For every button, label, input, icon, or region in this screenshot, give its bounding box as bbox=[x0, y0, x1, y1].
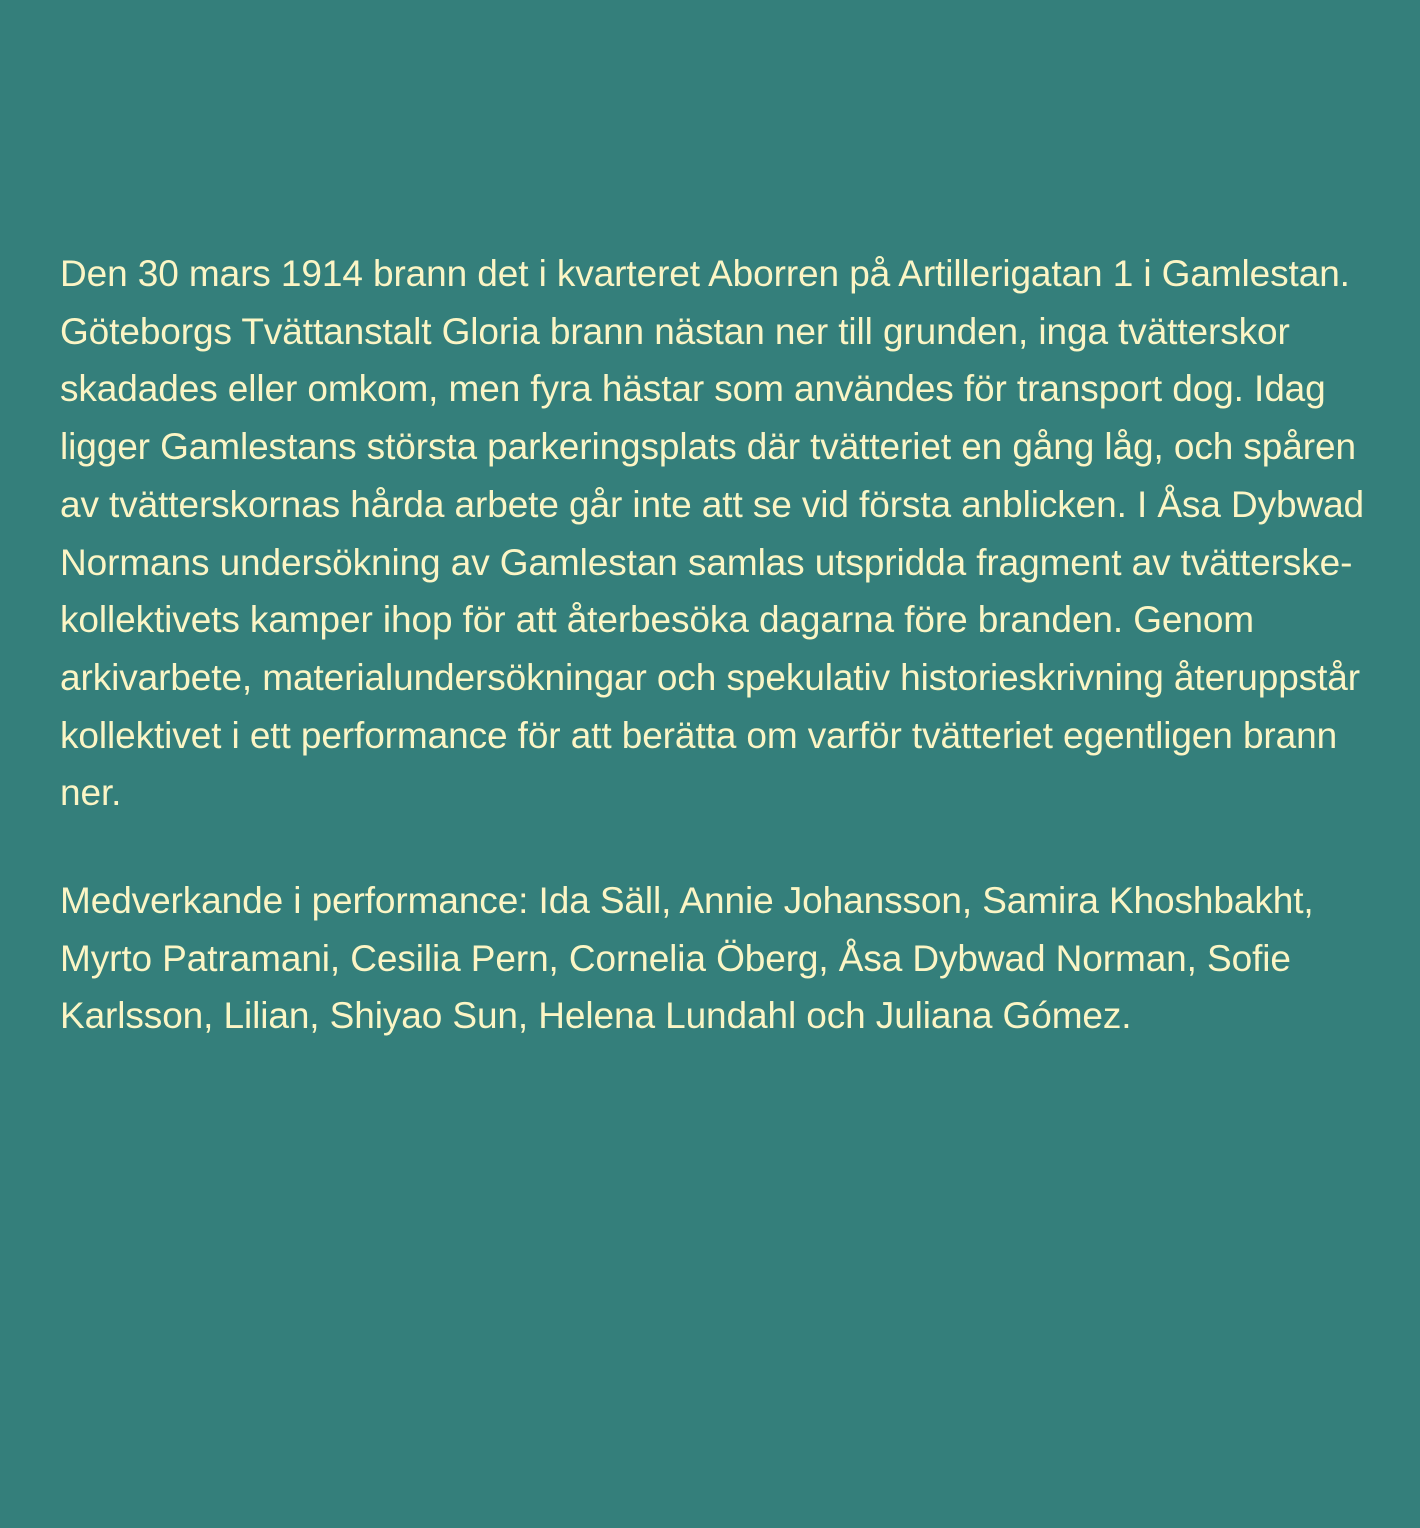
credits-paragraph: Medverkande i performance: Ida Säll, Annie Johansson, Samira Khoshbakht, Myrto Patramani, Cesilia Pern, Cornelia Öberg, Åsa Dybwad Norman, Sofie Karlsson, Lilian, Shiyao Sun, Helena Lundahl och Juliana Gómez. bbox=[60, 880, 1314, 1037]
description-paragraph: Den 30 mars 1914 brann det i kvarteret Aborren på Artillerigatan 1 i Gamlestan. Göteborgs Tvättanstalt Gloria brann nästan ner till grunden, inga tvätterskor skadades eller omkom, men fyra hästar som användes för transport dog. Idag ligger Gamlestans största parkeringsplats där tvätteriet en gång låg, och spåren av tvätterskornas hårda arbete går inte att se vid första anblicken. I Åsa Dybwad Normans undersökning av Gamlestan samlas utspridda fragment av tvätterske-kollektivets kamper ihop för att återbesöka dagarna före branden. Genom arkivarbete, materialundersökningar och spekulativ historieskrivning återuppstår kollektivet i ett performance för att berätta om varför tvätteriet egentligen brann ner. bbox=[60, 253, 1365, 814]
